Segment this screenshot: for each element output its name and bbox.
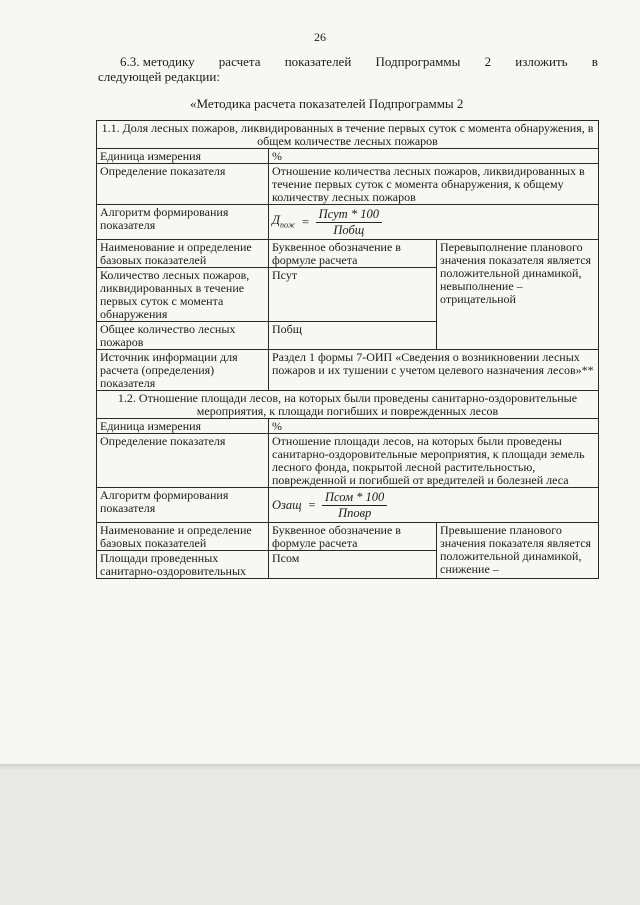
definition-label: Определение показателя: [97, 164, 269, 205]
base-indicators-header-row: [97, 523, 599, 551]
algorithm-label: Алгоритм формирования показателя: [97, 488, 269, 523]
methodology-heading: «Методика расчета показателей Подпрограммы 2: [190, 96, 464, 111]
intro-line-1: [98, 54, 598, 69]
source-value: Раздел 1 формы 7-ОИП «Сведения о возникновении лесных пожаров и их тушении с учетом целевого назначения лесов»**: [269, 350, 599, 391]
methodology-table: [96, 120, 599, 579]
formula-lhs: Озащ: [272, 498, 302, 512]
formula-equals: =: [301, 215, 310, 229]
formula-equals: =: [307, 498, 317, 512]
section-2-title-row: [97, 391, 599, 419]
unit-value: %: [269, 149, 599, 164]
base-indicator-name: Площади проведенных санитарно-оздоровительных: [97, 551, 269, 579]
formula-fraction: [322, 491, 387, 520]
page-bottom-edge: [0, 764, 640, 770]
formula: [272, 206, 382, 239]
source-label: Источник информации для расчета (определения) показателя: [97, 350, 269, 391]
base-symbol-header: Буквенное обозначение в формуле расчета: [269, 240, 437, 268]
base-indicator-symbol: Побщ: [269, 322, 437, 350]
formula-cell: [269, 488, 599, 523]
unit-value: %: [269, 419, 599, 434]
source-row: [97, 350, 599, 391]
formula-denominator: Побщ: [333, 223, 365, 237]
formula: [272, 489, 387, 522]
unit-row: [97, 419, 599, 434]
intro-paragraph: [98, 54, 598, 84]
definition-value: Отношение количества лесных пожаров, ликвидированных в течение первых суток с момента обнаружения, к общему количеству лесных пожаров: [269, 164, 599, 205]
unit-label: Единица измерения: [97, 419, 269, 434]
algorithm-label: Алгоритм формирования показателя: [97, 205, 269, 240]
algorithm-row: [97, 488, 599, 523]
formula-fraction: [316, 208, 382, 237]
unit-row: [97, 149, 599, 164]
formula-cell: [269, 205, 599, 240]
base-label: Наименование и определение базовых показателей: [97, 240, 269, 268]
base-indicators-header-row: [97, 240, 599, 268]
formula-denominator: Пповр: [338, 506, 372, 520]
dynamics-note: Перевыполнение планового значения показателя является положительной динамикой, невыполнение – отрицательной: [437, 240, 599, 350]
unit-label: Единица измерения: [97, 149, 269, 164]
formula-numerator: Псом * 100: [322, 491, 387, 506]
intro-word: показателей: [284, 54, 352, 69]
intro-word: Подпрограммы: [375, 54, 461, 69]
base-indicator-name: Количество лесных пожаров, ликвидированных в течение первых суток с момента обнаружения: [97, 268, 269, 322]
section-2-title: 1.2. Отношение площади лесов, на которых были проведены санитарно-оздоровительные мероприятия, к площади погибших и поврежденных лесов: [97, 391, 599, 419]
definition-value: Отношение площади лесов, на которых были проведены санитарно-оздоровительные мероприятия, к площади земель лесного фонда, покрытой лесной растительностью, поврежденной и погибшей от вредителей и болезней леса: [269, 434, 599, 488]
intro-word: 2: [484, 54, 492, 69]
definition-row: [97, 434, 599, 488]
page-number: 26: [314, 30, 326, 44]
intro-word: изложить: [515, 54, 568, 69]
dynamics-note: Превышение планового значения показателя является положительной динамикой, снижение –: [437, 523, 599, 579]
algorithm-row: [97, 205, 599, 240]
section-1-title: 1.1. Доля лесных пожаров, ликвидированных в течение первых суток с момента обнаружения, в общем количестве лесных пожаров: [97, 121, 599, 149]
base-indicator-symbol: Псом: [269, 551, 437, 579]
base-symbol-header: Буквенное обозначение в формуле расчета: [269, 523, 437, 551]
definition-row: [97, 164, 599, 205]
intro-line-2: следующей редакции:: [98, 69, 220, 84]
formula-numerator: Псут * 100: [316, 208, 382, 223]
intro-word: в: [591, 54, 598, 69]
section-1-title-row: [97, 121, 599, 149]
formula-lhs: $Д_{пож}$: [272, 212, 296, 230]
base-indicator-symbol: Псут: [269, 268, 437, 322]
intro-word: 6.3. методику: [120, 54, 195, 69]
intro-word: расчета: [218, 54, 261, 69]
definition-label: Определение показателя: [97, 434, 269, 488]
base-label: Наименование и определение базовых показателей: [97, 523, 269, 551]
base-indicator-name: Общее количество лесных пожаров: [97, 322, 269, 350]
